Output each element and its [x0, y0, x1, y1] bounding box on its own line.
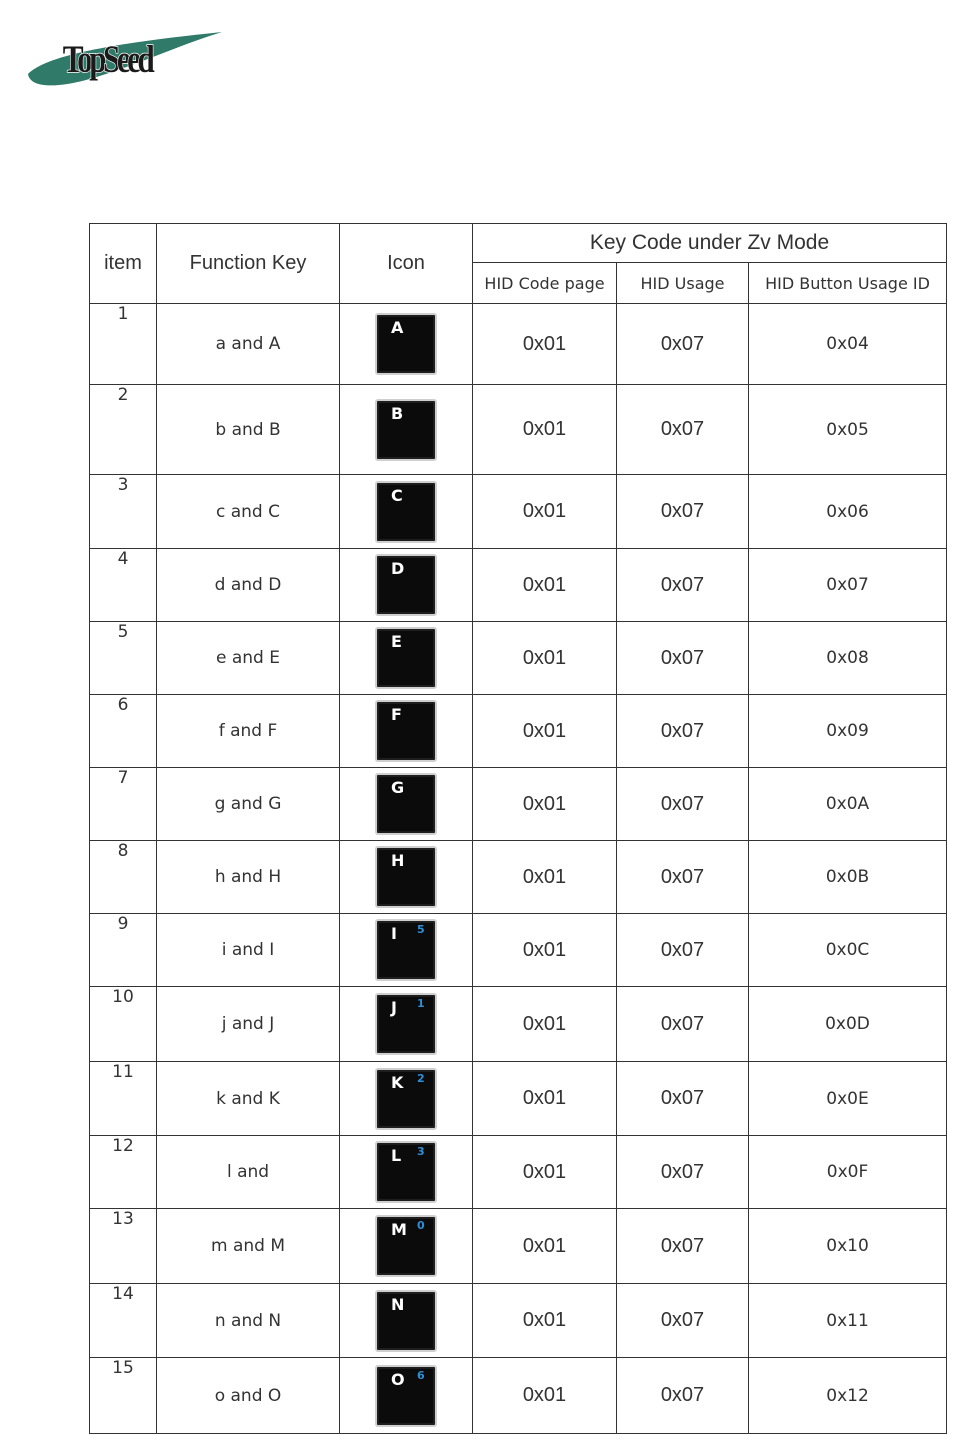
keycap-letter: K: [391, 1072, 404, 1092]
hid-usage-value: 0x07: [617, 987, 749, 1062]
item-number: 10: [90, 987, 157, 1062]
header-key-code-group: Key Code under Zv Mode: [473, 224, 947, 263]
table-row: [90, 841, 947, 914]
header-hid-code-page: HID Code page: [473, 263, 617, 304]
item-number: 5: [90, 622, 157, 695]
item-number: 13: [90, 1209, 157, 1284]
hid-button-usage-id-value: 0x0E: [749, 1062, 947, 1136]
function-key-label: i and I: [157, 914, 340, 987]
keycap-number: 5: [417, 923, 425, 936]
function-key-label: n and N: [157, 1284, 340, 1358]
item-number: 1: [90, 304, 157, 385]
key-icon-cell: [340, 622, 473, 695]
hid-button-usage-id-value: 0x04: [749, 304, 947, 385]
header-hid-usage: HID Usage: [617, 263, 749, 304]
hid-usage-value: 0x07: [617, 622, 749, 695]
key-icon-cell: [340, 549, 473, 622]
function-key-label: c and C: [157, 475, 340, 549]
key-icon-cell: [340, 1209, 473, 1284]
keycap-letter: I: [391, 924, 397, 943]
hid-code-page-value: 0x01: [473, 841, 617, 914]
keycap-number: 1: [417, 997, 425, 1010]
function-key-label: l and: [157, 1136, 340, 1209]
hid-button-usage-id-value: 0x05: [749, 385, 947, 475]
logo-wordmark: TopSeed: [62, 36, 155, 81]
hid-usage-value: 0x07: [617, 1358, 749, 1434]
item-number: 11: [90, 1062, 157, 1136]
table-row: [90, 1209, 947, 1284]
keycap-letter: B: [391, 403, 404, 423]
hid-code-page-value: 0x01: [473, 987, 617, 1062]
keycap-icon: [375, 1290, 437, 1352]
hid-usage-value: 0x07: [617, 549, 749, 622]
hid-usage-value: 0x07: [617, 914, 749, 987]
function-key-label: g and G: [157, 768, 340, 841]
key-icon-cell: [340, 695, 473, 768]
header-hid-button-usage-id: HID Button Usage ID: [749, 263, 947, 304]
header-icon: Icon: [340, 224, 473, 304]
keycap-icon: [375, 554, 437, 616]
keycap-icon: [375, 1365, 437, 1427]
keycap-icon: [375, 313, 437, 375]
function-key-label: f and F: [157, 695, 340, 768]
hid-button-usage-id-value: 0x10: [749, 1209, 947, 1284]
key-icon-cell: [340, 1358, 473, 1434]
hid-code-page-value: 0x01: [473, 385, 617, 475]
item-number: 12: [90, 1136, 157, 1209]
hid-code-page-value: 0x01: [473, 1136, 617, 1209]
hid-usage-value: 0x07: [617, 1136, 749, 1209]
function-key-label: b and B: [157, 385, 340, 475]
keycap-letter: A: [391, 318, 404, 337]
function-key-label: h and H: [157, 841, 340, 914]
key-icon-cell: [340, 841, 473, 914]
hid-button-usage-id-value: 0x07: [749, 549, 947, 622]
table-row: [90, 1062, 947, 1136]
keycap-icon: [375, 846, 437, 908]
keycap-letter: G: [391, 778, 405, 797]
item-number: 2: [90, 385, 157, 475]
table-row: [90, 695, 947, 768]
table-row: [90, 1358, 947, 1434]
hid-code-page-value: 0x01: [473, 1209, 617, 1284]
hid-code-page-value: 0x01: [473, 304, 617, 385]
table-row: [90, 549, 947, 622]
table-row: [90, 622, 947, 695]
keycap-letter: L: [391, 1146, 402, 1165]
key-icon-cell: [340, 1284, 473, 1358]
item-number: 9: [90, 914, 157, 987]
hid-code-page-value: 0x01: [473, 1284, 617, 1358]
hid-button-usage-id-value: 0x0A: [749, 768, 947, 841]
keycap-letter: M: [391, 1220, 407, 1239]
item-number: 8: [90, 841, 157, 914]
hid-button-usage-id-value: 0x11: [749, 1284, 947, 1358]
function-key-label: m and M: [157, 1209, 340, 1284]
item-number: 3: [90, 475, 157, 549]
keycap-letter: E: [391, 632, 402, 651]
hid-button-usage-id-value: 0x08: [749, 622, 947, 695]
keycap-letter: J: [391, 998, 397, 1017]
hid-code-page-value: 0x01: [473, 914, 617, 987]
function-key-label: j and J: [157, 987, 340, 1062]
table-row: [90, 1136, 947, 1209]
keycap-icon: [375, 919, 437, 981]
keycap-icon: [375, 1068, 437, 1130]
keycap-number: 3: [417, 1145, 425, 1158]
table-row: [90, 475, 947, 549]
hid-button-usage-id-value: 0x0C: [749, 914, 947, 987]
hid-usage-value: 0x07: [617, 768, 749, 841]
function-key-label: d and D: [157, 549, 340, 622]
function-key-label: a and A: [157, 304, 340, 385]
table-row: [90, 914, 947, 987]
hid-code-page-value: 0x01: [473, 475, 617, 549]
hid-code-page-value: 0x01: [473, 622, 617, 695]
header-function-key: Function Key: [157, 224, 340, 304]
item-number: 4: [90, 549, 157, 622]
key-icon-cell: [340, 385, 473, 475]
hid-code-page-value: 0x01: [473, 695, 617, 768]
keycap-letter: O: [391, 1369, 405, 1389]
function-key-label: e and E: [157, 622, 340, 695]
keycap-letter: F: [391, 705, 402, 724]
table-row: [90, 304, 947, 385]
keycap-number: 6: [417, 1368, 425, 1382]
item-number: 15: [90, 1358, 157, 1434]
hid-code-page-value: 0x01: [473, 549, 617, 622]
keycap-icon: [375, 399, 437, 461]
hid-usage-value: 0x07: [617, 1062, 749, 1136]
topseed-logo: [26, 26, 226, 90]
keycap-icon: [375, 700, 437, 762]
hid-usage-value: 0x07: [617, 695, 749, 768]
hid-usage-value: 0x07: [617, 475, 749, 549]
function-key-label: k and K: [157, 1062, 340, 1136]
key-icon-cell: [340, 1062, 473, 1136]
key-icon-cell: [340, 304, 473, 385]
keycap-icon: [375, 993, 437, 1055]
keycap-number: 0: [417, 1219, 425, 1232]
keycap-number: 2: [417, 1071, 425, 1085]
key-icon-cell: [340, 768, 473, 841]
keycap-icon: [375, 773, 437, 835]
keycap-letter: D: [391, 559, 405, 578]
keycap-letter: H: [391, 851, 405, 870]
hid-button-usage-id-value: 0x06: [749, 475, 947, 549]
hid-usage-value: 0x07: [617, 304, 749, 385]
keycap-icon: [375, 627, 437, 689]
hid-usage-value: 0x07: [617, 1209, 749, 1284]
key-icon-cell: [340, 987, 473, 1062]
keycap-icon: [375, 481, 437, 543]
key-icon-cell: [340, 475, 473, 549]
hid-usage-value: 0x07: [617, 385, 749, 475]
key-icon-cell: [340, 1136, 473, 1209]
hid-button-usage-id-value: 0x12: [749, 1358, 947, 1434]
hid-code-page-value: 0x01: [473, 768, 617, 841]
table-row: [90, 987, 947, 1062]
function-key-label: o and O: [157, 1358, 340, 1434]
keycap-letter: N: [391, 1294, 405, 1314]
hid-button-usage-id-value: 0x0D: [749, 987, 947, 1062]
item-number: 14: [90, 1284, 157, 1358]
hid-code-page-value: 0x01: [473, 1062, 617, 1136]
key-icon-cell: [340, 914, 473, 987]
keycap-letter: C: [391, 485, 403, 505]
hid-usage-value: 0x07: [617, 841, 749, 914]
table-body: [90, 304, 947, 1434]
table-row: [90, 1284, 947, 1358]
hid-button-usage-id-value: 0x0F: [749, 1136, 947, 1209]
keycap-icon: [375, 1141, 437, 1203]
table-row: [90, 385, 947, 475]
hid-code-page-value: 0x01: [473, 1358, 617, 1434]
item-number: 6: [90, 695, 157, 768]
hid-button-usage-id-value: 0x0B: [749, 841, 947, 914]
hid-button-usage-id-value: 0x09: [749, 695, 947, 768]
hid-usage-value: 0x07: [617, 1284, 749, 1358]
key-code-table: [89, 223, 947, 1434]
header-item: item: [90, 224, 157, 304]
item-number: 7: [90, 768, 157, 841]
keycap-icon: [375, 1215, 437, 1277]
table-row: [90, 768, 947, 841]
